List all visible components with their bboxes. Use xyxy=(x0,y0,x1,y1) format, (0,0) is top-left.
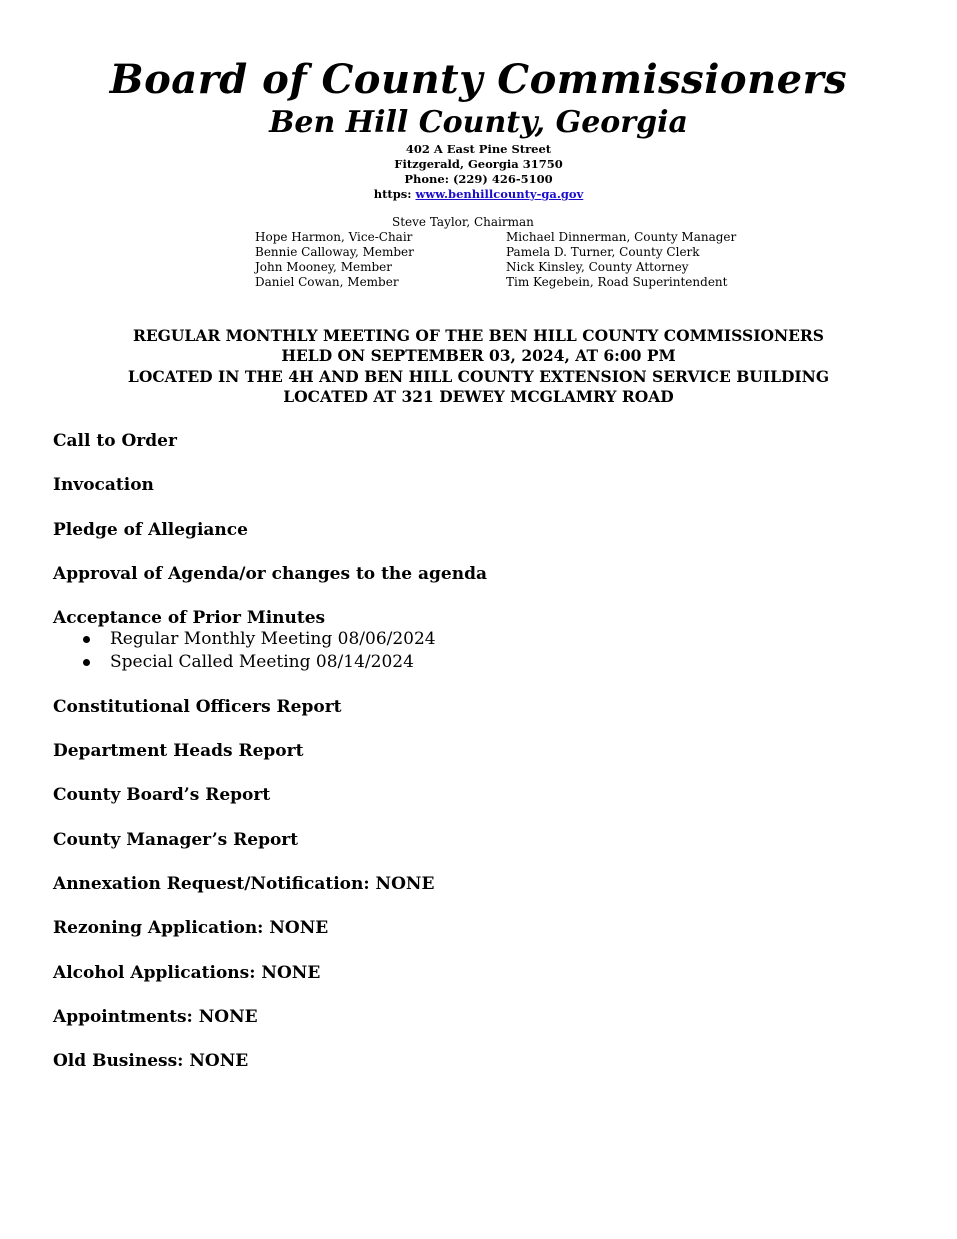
chairman: Steve Taylor, Chairman xyxy=(392,215,534,229)
board-title: Board of County Commissioners xyxy=(109,56,848,103)
agenda-item: Annexation Request/Notification: NONE xyxy=(53,874,435,894)
meeting-line-2: HELD ON SEPTEMBER 03, 2024, AT 6:00 PM xyxy=(281,346,676,366)
agenda-item: Approval of Agenda/or changes to the agenda xyxy=(53,564,487,584)
agenda-item: Constitutional Officers Report xyxy=(53,697,342,717)
list-item xyxy=(83,651,436,674)
official-name: Daniel Cowan, Member xyxy=(255,275,399,289)
agenda-item: Department Heads Report xyxy=(53,741,304,761)
agenda-item: Old Business: NONE xyxy=(53,1051,249,1071)
address-line-1: 402 A East Pine Street xyxy=(405,142,552,156)
meeting-line-1: REGULAR MONTHLY MEETING OF THE BEN HILL COUNTY COMMISSIONERS xyxy=(132,326,825,345)
address-line-2: Fitzgerald, Georgia 31750 xyxy=(394,157,563,171)
website-link[interactable]: www.benhillcounty-ga.gov xyxy=(415,187,584,201)
website-prefix: https: xyxy=(373,187,412,201)
minutes-entry: Regular Monthly Meeting 08/06/2024 xyxy=(110,629,436,649)
official-name: Tim Kegebein, Road Superintendent xyxy=(506,275,728,289)
official-name: Nick Kinsley, County Attorney xyxy=(506,260,689,274)
agenda-item: Invocation xyxy=(53,475,154,495)
meeting-line-3: LOCATED IN THE 4H AND BEN HILL COUNTY EXTENSION SERVICE BUILDING xyxy=(127,366,830,386)
agenda-item: Appointments: NONE xyxy=(53,1007,258,1027)
commissioners-column xyxy=(255,230,414,290)
website-line xyxy=(0,187,957,202)
official-name: Bennie Calloway, Member xyxy=(255,245,414,259)
list-item xyxy=(83,628,436,651)
contact-block xyxy=(0,142,957,202)
meeting-line-4: LOCATED AT 321 DEWEY MCGLAMRY ROAD xyxy=(283,386,674,406)
official-name: John Mooney, Member xyxy=(255,260,392,274)
agenda-item: Rezoning Application: NONE xyxy=(53,918,329,938)
minutes-entry: Special Called Meeting 08/14/2024 xyxy=(110,652,414,672)
official-name: Michael Dinnerman, County Manager xyxy=(506,230,737,244)
county-subtitle: Ben Hill County, Georgia xyxy=(269,105,688,140)
official-name: Pamela D. Turner, County Clerk xyxy=(506,245,700,259)
staff-column xyxy=(506,230,736,290)
official-name: Hope Harmon, Vice-Chair xyxy=(255,230,413,244)
agenda-item: Call to Order xyxy=(53,431,177,451)
agenda-item: County Manager’s Report xyxy=(53,830,299,850)
agenda-item: County Board’s Report xyxy=(53,785,271,805)
agenda-item: Alcohol Applications: NONE xyxy=(53,963,321,983)
bullet-icon xyxy=(83,659,90,666)
phone-number: Phone: (229) 426-5100 xyxy=(404,172,553,186)
bullet-icon xyxy=(83,636,90,643)
meeting-heading xyxy=(0,326,957,407)
agenda-item: Pledge of Allegiance xyxy=(53,520,248,540)
prior-minutes-list xyxy=(83,628,436,674)
agenda-item: Acceptance of Prior Minutes xyxy=(53,608,326,628)
